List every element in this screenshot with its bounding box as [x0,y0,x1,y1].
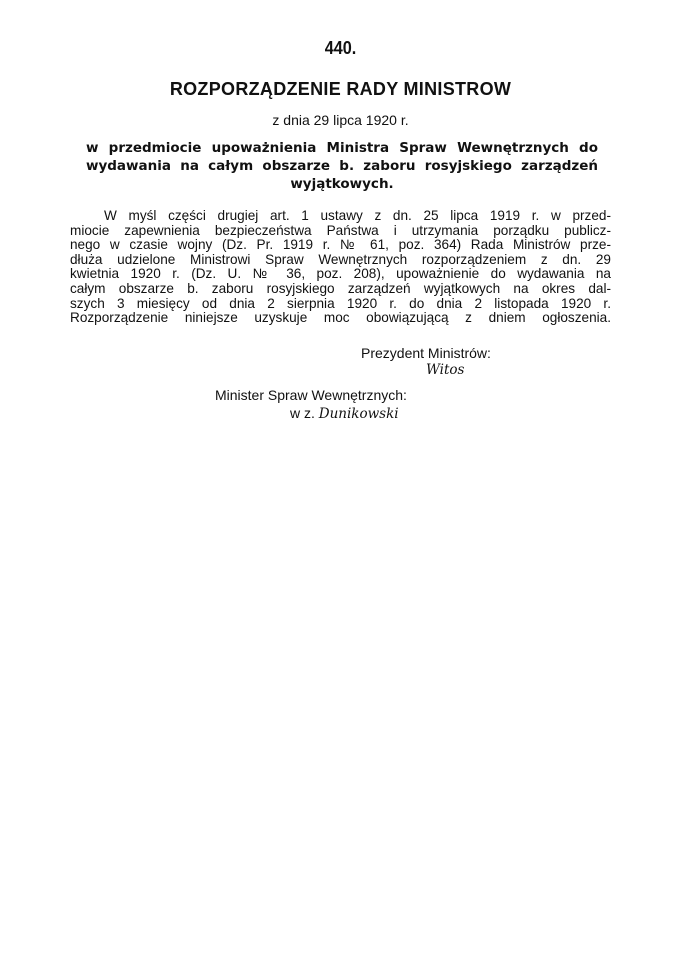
pm-signature-title: Prezydent Ministrów: [361,345,491,361]
minister-signature [290,405,399,422]
body-line: nego w czasie wojny (Dz. Pr. 1919 r. № 61, poz. 364) Rada Ministrów prze- [70,238,611,253]
act-number: 440. [324,38,357,58]
minister-prefix: w z. [290,405,315,421]
minister-signature-title: Minister Spraw Wewnętrznych: [215,387,407,403]
body-line: miocie zapewnienia bezpieczeństwa Państwa i utrzymania porządku publicz- [70,223,611,238]
body-line: dłuża udzielone Ministrowi Spraw Wewnętrznych rozporządzeniem z dn. 29 [70,252,611,267]
document-title: ROZPORZĄDZENIE RADY MINISTROW [169,79,512,99]
document-body [70,209,611,326]
body-line: Rozporządzenie niniejsze uzyskuje moc obowiązującą z dniem ogłoszenia. [70,311,611,326]
document-subject [86,139,598,193]
body-line: kwietnia 1920 r. (Dz. U. № 36, poz. 208), upoważnienie do wydawania na [70,267,611,282]
minister-signature-name: Dunikowski [318,406,399,422]
subject-line: wyjątkowych. [290,176,394,192]
subject-line: w przedmiocie upoważnienia Ministra Spraw Wewnętrznych do [86,140,598,156]
body-line: całym obszarze b. zaboru rosyjskiego zarządzeń wyjątkowych na okres dal- [70,281,611,296]
subject-line: wydawania na całym obszarze b. zaboru rosyjskiego zarządzeń [86,158,598,174]
body-line: szych 3 miesięcy od dnia 2 sierpnia 1920 r. do dnia 2 listopada 1920 r. [70,296,611,311]
pm-signature-name: Witos [426,362,465,378]
document-date: z dnia 29 lipca 1920 r. [272,112,409,128]
body-line: W myśl części drugiej art. 1 ustawy z dn. 25 lipca 1919 r. w przed- [104,209,611,223]
